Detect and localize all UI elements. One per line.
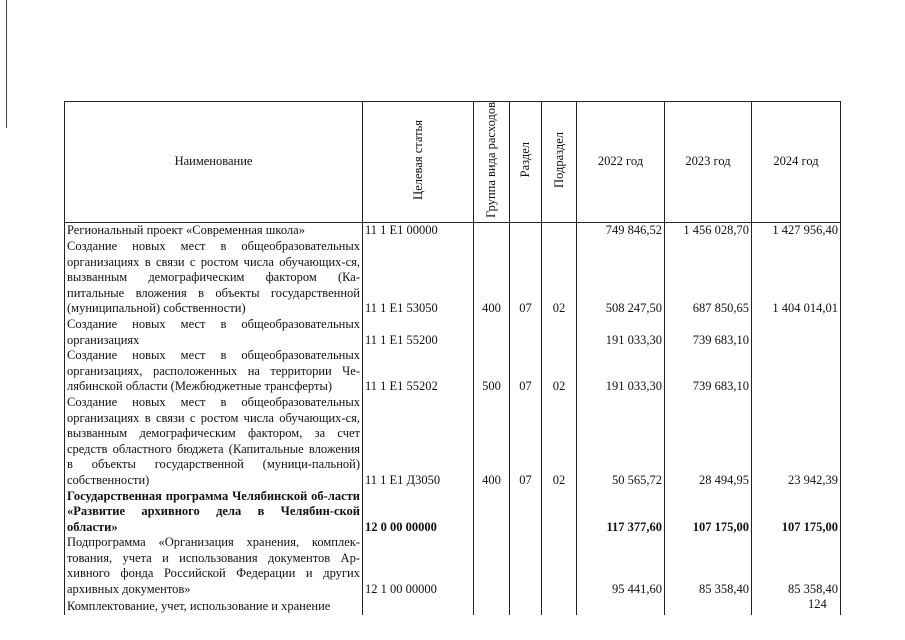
row-2024 [752,348,841,395]
row-name: Создание новых мест в общеобразовательных организациях в связи с ростом числа обучающих-ся, вызванным демографическим фактором, за счет средств областного бюджета (Капитальные вложения в объекты государственной (муници-пальной) собственности) [65,395,363,489]
row-name: Создание новых мест в общеобразовательных организациях [65,317,363,348]
row-group: 500 [474,348,510,395]
row-2023: 107 175,00 [665,489,752,536]
row-name: Государственная программа Челябинской об-ласти «Развитие архивного дела в Челябин-ской области» [65,489,363,536]
table-row [65,489,841,536]
row-subsection [542,598,577,615]
row-target-code: 11 1 E1 53050 [363,239,474,317]
table-row [65,223,841,239]
row-2023: 28 494,95 [665,395,752,489]
row-2022: 50 565,72 [577,395,665,489]
row-group [474,317,510,348]
row-subsection: 02 [542,395,577,489]
table-row [65,598,841,615]
row-2024: 1 427 956,40 [752,223,841,239]
row-subsection [542,317,577,348]
table-row [65,348,841,395]
row-name: Комплектование, учет, использование и хранение [65,598,363,615]
row-2022: 191 033,30 [577,317,665,348]
row-2022: 749 846,52 [577,223,665,239]
header-subsection: Подраздел [542,102,577,223]
row-2023: 739 683,10 [665,317,752,348]
row-group [474,489,510,536]
row-section: 07 [510,348,542,395]
header-section: Раздел [510,102,542,223]
row-target-code: 11 1 E1 Д3050 [363,395,474,489]
row-name: Региональный проект «Современная школа» [65,223,363,239]
row-2024: 1 404 014,01 [752,239,841,317]
table-row [65,535,841,597]
table-row [65,317,841,348]
row-name: Создание новых мест в общеобразовательных организациях, расположенных на территории Че-лябинской области (Межбюджетные трансферты) [65,348,363,395]
row-target-code [363,598,474,615]
table-header-row [65,102,841,223]
row-2022 [577,598,665,615]
row-target-code: 11 1 E1 00000 [363,223,474,239]
row-name: Создание новых мест в общеобразовательных организациях в связи с ростом числа обучающих-ся, вызванным демографическим фактором (Ка-питальные вложения в объекты государственной (муниципальной) собственности) [65,239,363,317]
row-section [510,317,542,348]
row-name: Подпрограмма «Организация хранения, комплек-тования, учета и использования документов Ар-хивного фонда Российской Федерации и других архивных документов» [65,535,363,597]
row-section: 07 [510,395,542,489]
row-target-code: 12 0 00 00000 [363,489,474,536]
row-subsection: 02 [542,239,577,317]
row-2023: 1 456 028,70 [665,223,752,239]
row-group [474,535,510,597]
header-year-2023: 2023 год [665,102,752,223]
row-group: 400 [474,395,510,489]
row-target-code: 11 1 E1 55200 [363,317,474,348]
row-2023: 85 358,40 [665,535,752,597]
header-expense-group: Группа вида расходов [474,102,510,223]
row-2022: 95 441,60 [577,535,665,597]
row-group [474,223,510,239]
header-target-article: Целевая статья [363,102,474,223]
row-section [510,223,542,239]
row-2024 [752,317,841,348]
row-section [510,535,542,597]
row-2022: 191 033,30 [577,348,665,395]
row-2022: 117 377,60 [577,489,665,536]
row-2024: 85 358,40 [752,535,841,597]
row-subsection: 02 [542,348,577,395]
row-2024: 107 175,00 [752,489,841,536]
row-section [510,489,542,536]
row-section: 07 [510,239,542,317]
row-2023: 739 683,10 [665,348,752,395]
header-name: Наименование [65,102,363,223]
row-group [474,598,510,615]
row-2023: 687 850,65 [665,239,752,317]
row-2024 [752,598,841,615]
row-2022: 508 247,50 [577,239,665,317]
header-year-2022: 2022 год [577,102,665,223]
header-year-2024: 2024 год [752,102,841,223]
row-target-code: 11 1 E1 55202 [363,348,474,395]
row-section [510,598,542,615]
row-target-code: 12 1 00 00000 [363,535,474,597]
budget-table [64,101,841,615]
row-2023 [665,598,752,615]
page-number: 124 [808,597,827,611]
row-subsection [542,535,577,597]
row-group: 400 [474,239,510,317]
table-row [65,239,841,317]
table-row [65,395,841,489]
scan-edge-line [6,0,7,128]
row-2024: 23 942,39 [752,395,841,489]
row-subsection [542,223,577,239]
row-subsection [542,489,577,536]
